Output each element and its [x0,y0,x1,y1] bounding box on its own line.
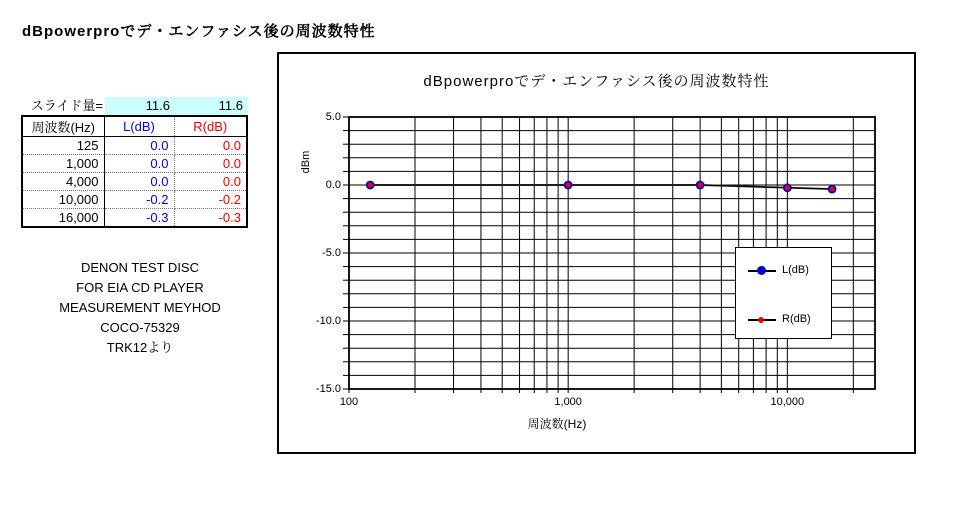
cell-r: 0.0 [174,137,247,155]
y-axis-title: dBm [300,150,312,174]
y-tick-label: -10.0 [315,315,341,327]
y-tick-label: 0.0 [325,179,341,191]
cell-l: 0.0 [104,155,174,173]
slide-amount-row [21,97,248,115]
chart-title: dBpowerproでデ・エンファシス後の周波数特性 [423,73,770,90]
cell-freq: 16,000 [22,209,104,227]
cell-freq: 125 [22,137,104,155]
legend-entry-r [736,311,831,329]
cell-r: -0.3 [218,209,241,225]
page-title: dBpowerproでデ・エンファシス後の周波数特性 [22,23,376,40]
table-row [22,173,247,191]
cell-l: -0.2 [104,191,174,209]
table-row [22,137,247,155]
slide-amount-label: スライド量= [30,98,103,113]
y-tick-label: -15.0 [315,383,341,395]
legend-label-l: L(dB) [782,264,809,276]
note-line: COCO-75329 [100,320,180,335]
table-header-row [22,116,247,137]
note-line: MEASUREMENT MEYHOD [59,300,221,315]
cell-l: 0.0 [104,173,174,191]
legend-label-r: R(dB) [782,313,811,325]
x-tick-label: 1,000 [554,396,582,408]
chart-legend [735,247,832,339]
legend-entry-l [736,262,831,280]
y-tick-label: -5.0 [322,247,341,259]
cell-r: 0.0 [174,155,247,173]
table-row [22,209,247,227]
legend-marker-l-icon [757,266,766,275]
cell-r: 0.0 [174,173,247,191]
cell-freq: 10,000 [22,191,104,209]
slide-amount-value-r[interactable]: 11.6 [175,97,248,115]
legend-marker-r-icon [758,317,764,323]
header-frequency: 周波数(Hz) [22,116,104,137]
cell-r: -0.2 [174,191,247,209]
x-axis-title: 周波数(Hz) [527,417,587,431]
cell-freq: 1,000 [22,155,104,173]
table-row [22,191,247,209]
note-line: TRK12より [106,340,174,355]
cell-l: 0.0 [104,137,174,155]
source-notes-block [20,258,260,358]
header-r-db: R(dB) [174,116,247,137]
frequency-table [21,115,248,228]
frequency-response-chart [277,52,916,454]
note-line: FOR EIA CD PLAYER [76,280,204,295]
cell-l: -0.3 [104,209,174,227]
cell-freq: 4,000 [22,173,104,191]
header-l-db: L(dB) [104,116,174,137]
x-tick-label: 10,000 [770,396,805,408]
slide-amount-value-l[interactable]: 11.6 [105,97,175,115]
y-tick-label: 5.0 [325,111,341,123]
note-line: DENON TEST DISC [81,260,199,275]
x-tick-label: 100 [339,396,359,408]
table-row [22,155,247,173]
